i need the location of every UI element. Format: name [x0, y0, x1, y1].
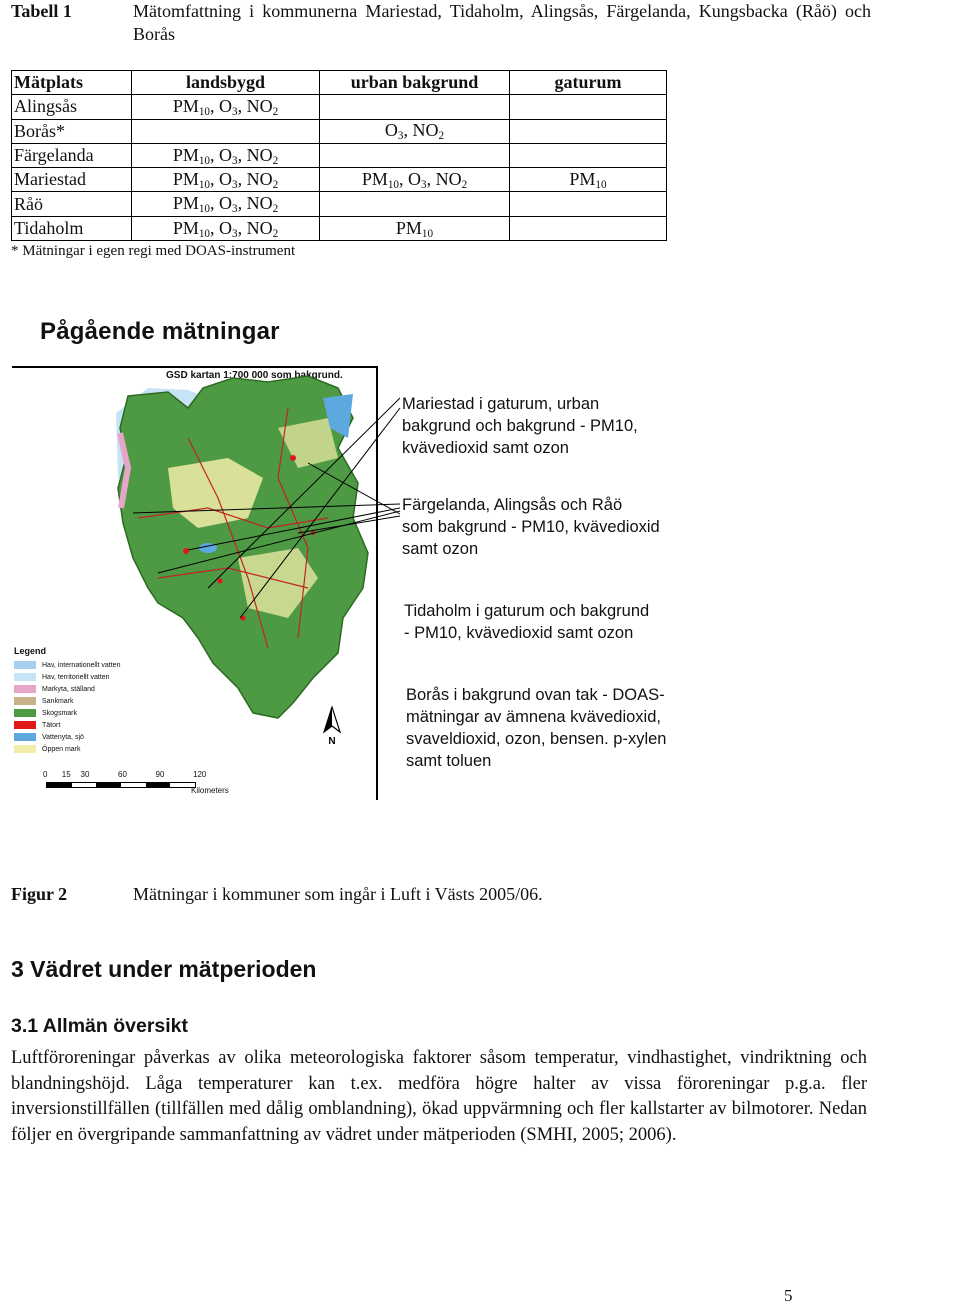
table-cell: Borås* — [12, 119, 132, 143]
legend-item — [14, 719, 154, 731]
legend-swatch — [14, 661, 36, 669]
legend-label: Sankmark — [42, 697, 74, 705]
table-cell: Råö — [12, 192, 132, 216]
legend-item — [14, 683, 154, 695]
scale-label: 30 — [80, 770, 90, 779]
table-cell: Färgelanda — [12, 143, 132, 167]
scale-label: 0 — [43, 770, 48, 779]
legend-swatch — [14, 721, 36, 729]
annotation-tidaholm: Tidaholm i gaturum och bakgrund - PM10, kvävedioxid samt ozon — [404, 602, 650, 642]
table-cell — [320, 143, 510, 167]
section-heading: 3 Vädret under mätperioden — [11, 956, 317, 982]
table-cell: $PM_{10}$ — [510, 168, 667, 192]
table-cell — [510, 119, 667, 143]
legend-label: Tätort — [42, 721, 61, 729]
table-cell — [132, 119, 320, 143]
table-cell — [510, 216, 667, 240]
table-row — [12, 192, 667, 216]
table-cell: Alingsås — [12, 95, 132, 119]
annotation-fargelanda: Färgelanda, Alingsås och Råö som bakgrund - PM10, kvävedioxid samt ozon — [402, 496, 660, 558]
table-row — [12, 143, 667, 167]
header-landsbygd: landsbygd — [132, 71, 320, 95]
legend-item — [14, 671, 154, 683]
body-paragraph: Luftföroreningar påverkas av olika meteorologiska faktorer såsom temperatur, vindhastighet, vindriktning och blandningshöjd. Låga temperaturer kan t.ex. medföra högre halter av vissa föroreningar p.g.a. fler inversionstillfällen (tillfällen med dålig omblandning), ökad uppvärmning och fler kallstarter av bilmotorer. Nedan följer en övergripande sammanfattning av vädret under mätperioden (SMHI, 2005; 2006). — [11, 1048, 867, 1145]
legend-label: Hav, internationellt vatten — [42, 661, 121, 669]
legend-item — [14, 743, 154, 755]
scale-label: 60 — [118, 770, 127, 779]
scale-track — [46, 782, 196, 788]
north-label: N — [328, 736, 336, 746]
legend-label: Skogsmark — [42, 709, 78, 717]
table-cell: $PM_{10}$, $O_3$, $NO_2$ — [132, 192, 320, 216]
table-cell — [510, 192, 667, 216]
measurement-map — [8, 318, 688, 803]
map-legend — [14, 646, 154, 755]
legend-item — [14, 695, 154, 707]
table-caption-text: Mätomfattning i kommunerna Mariestad, Tidaholm, Alingsås, Färgelanda, Kungsbacka (Råö) och Borås — [133, 1, 871, 44]
table-row — [12, 95, 667, 119]
scale-label: 90 — [155, 770, 165, 779]
scale-label: 15 — [61, 770, 71, 779]
annotation-boras: Borås i bakgrund ovan tak - DOAS- mätningar av ämnena kvävedioxid, svaveldioxid, ozon, bensen. p-xylen samt toluen — [406, 686, 667, 770]
table-row — [12, 119, 667, 143]
scale-bar — [43, 770, 236, 795]
header-gaturum: gaturum — [510, 71, 667, 95]
urban-area — [290, 455, 296, 461]
header-urban-bakgrund: urban bakgrund — [320, 71, 510, 95]
table-caption-label: Tabell 1 — [11, 1, 72, 21]
legend-swatch — [14, 745, 36, 753]
table-cell: $PM_{10}$, $O_3$, $NO_2$ — [132, 216, 320, 240]
header-matplats: Mätplats — [12, 71, 132, 95]
legend-label: Vattenyta, sjö — [42, 733, 84, 741]
figure-caption — [11, 884, 543, 905]
table-cell — [510, 95, 667, 119]
legend-swatch — [14, 733, 36, 741]
subsection-heading: 3.1 Allmän översikt — [11, 1015, 189, 1037]
legend-swatch — [14, 709, 36, 717]
table-cell: $PM_{10}$ — [320, 216, 510, 240]
table-cell — [510, 143, 667, 167]
table-row — [12, 168, 667, 192]
figure-caption-label: Figur 2 — [11, 884, 68, 904]
table-footnote: * Mätningar i egen regi med DOAS-instrument — [11, 243, 296, 259]
legend-item — [14, 659, 154, 671]
north-arrow-icon — [320, 706, 344, 746]
measurement-table — [11, 70, 667, 241]
map-subtitle: GSD kartan 1:700 000 som bakgrund. — [166, 370, 343, 381]
table-caption — [11, 0, 871, 46]
urban-area — [218, 579, 223, 584]
legend-swatch — [14, 673, 36, 681]
table-cell: $PM_{10}$, $O_3$, $NO_2$ — [132, 95, 320, 119]
table-cell: $O_3$, $NO_2$ — [320, 119, 510, 143]
scale-label: 120 — [193, 770, 207, 779]
urban-area — [183, 548, 189, 554]
table-header-row — [12, 71, 667, 95]
table-cell — [320, 192, 510, 216]
table-cell: $PM_{10}$, $O_3$, $NO_2$ — [132, 143, 320, 167]
legend-title: Legend — [14, 646, 47, 656]
legend-item — [14, 707, 154, 719]
table-cell: $PM_{10}$, $O_3$, $NO_2$ — [320, 168, 510, 192]
table-cell: Tidaholm — [12, 216, 132, 240]
table-cell: Mariestad — [12, 168, 132, 192]
legend-item — [14, 731, 154, 743]
table-row — [12, 216, 667, 240]
page-number: 5 — [784, 1286, 793, 1304]
table-cell: $PM_{10}$, $O_3$, $NO_2$ — [132, 168, 320, 192]
figure-caption-text: Mätningar i kommuner som ingår i Luft i Västs 2005/06. — [133, 884, 543, 904]
legend-label: Öppen mark — [42, 745, 81, 753]
scale-unit: Kilometers — [191, 786, 229, 795]
table-cell — [320, 95, 510, 119]
legend-swatch — [14, 685, 36, 693]
legend-label: Markyta, ställand — [42, 685, 95, 693]
legend-label: Hav, territoriellt vatten — [42, 673, 110, 681]
map-title: Pågående mätningar — [40, 318, 280, 345]
legend-swatch — [14, 697, 36, 705]
annotation-mariestad: Mariestad i gaturum, urban bakgrund och bakgrund - PM10, kvävedioxid samt ozon — [402, 395, 638, 457]
